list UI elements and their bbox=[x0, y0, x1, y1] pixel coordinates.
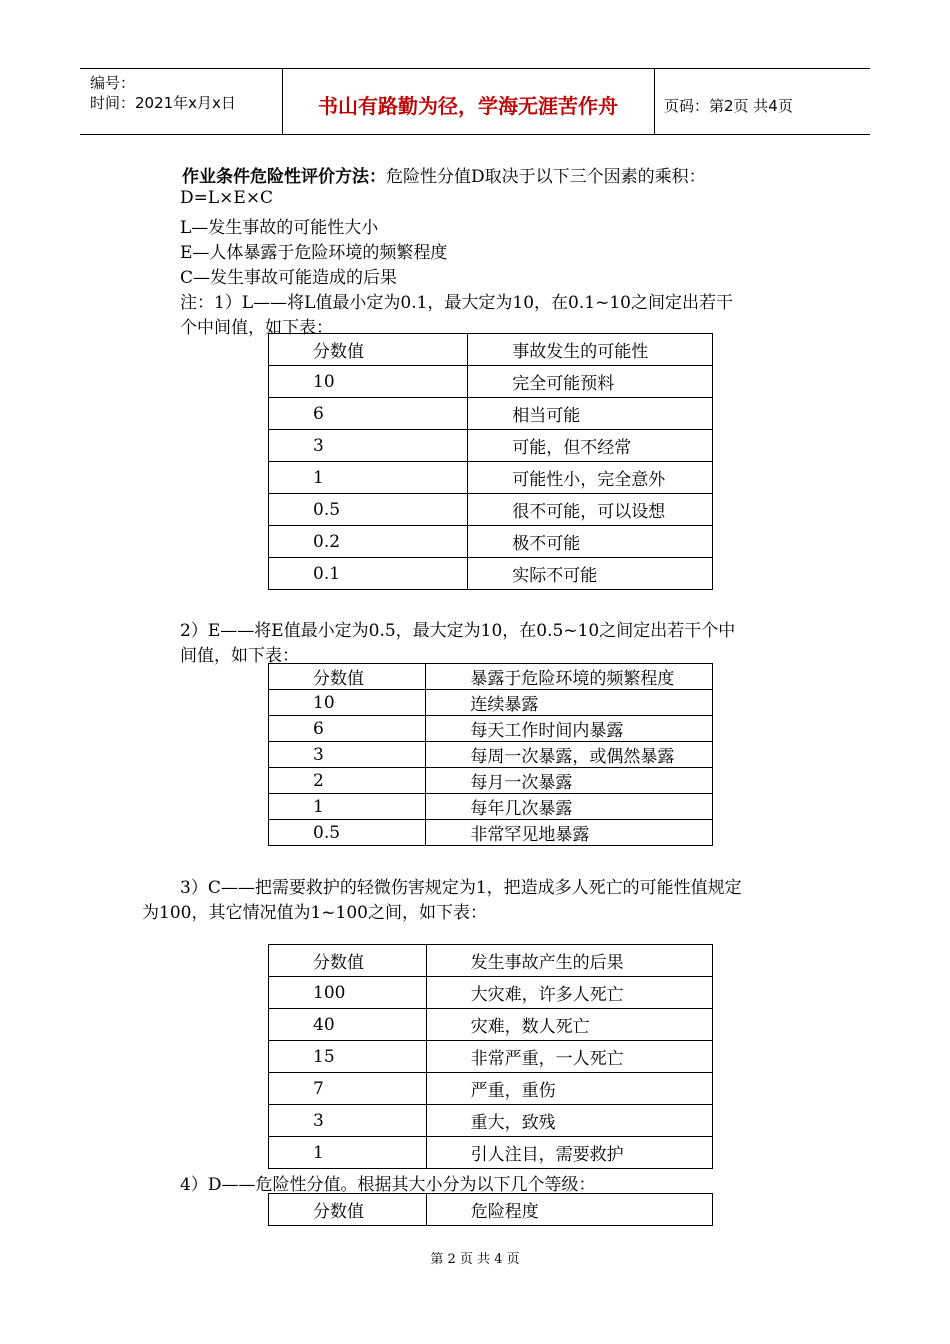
intro-title: 作业条件危险性评价方法： bbox=[182, 167, 386, 187]
table-header-cell: 分数值 bbox=[269, 945, 427, 977]
table-c-consequence bbox=[268, 944, 713, 1169]
table-cell: 重大，致残 bbox=[426, 1105, 712, 1137]
table-row bbox=[269, 558, 713, 590]
table-header-cell: 发生事故产生的后果 bbox=[426, 945, 712, 977]
note4-line: 4）D——危险性分值。根据其大小分为以下几个等级： bbox=[180, 1175, 596, 1195]
note3-line-b: 为100，其它情况值为1~100之间，如下表： bbox=[142, 903, 487, 923]
table-cell: 10 bbox=[269, 366, 468, 398]
table-row bbox=[269, 820, 713, 846]
table-row bbox=[269, 366, 713, 398]
table-cell: 100 bbox=[269, 977, 427, 1009]
table-row bbox=[269, 1009, 713, 1041]
table-cell: 3 bbox=[269, 1105, 427, 1137]
intro-formula: D=L×E×C bbox=[180, 188, 274, 208]
table-cell: 可能性小，完全意外 bbox=[468, 462, 713, 494]
table-row bbox=[269, 1137, 713, 1169]
header-divider-right bbox=[654, 68, 655, 134]
table-row bbox=[269, 690, 713, 716]
note3-line-a: 3）C——把需要救护的轻微伤害规定为1，把造成多人死亡的可能性值规定 bbox=[180, 878, 742, 898]
table-cell: 极不可能 bbox=[468, 526, 713, 558]
table-cell: 相当可能 bbox=[468, 398, 713, 430]
table-row bbox=[269, 430, 713, 462]
note2-line-a: 2）E——将E值最小定为0.5，最大定为10，在0.5~10之间定出若干个中 bbox=[180, 621, 736, 641]
table-d-risk-level bbox=[268, 1193, 713, 1226]
intro-c-definition: C—发生事故可能造成的后果 bbox=[180, 268, 398, 288]
table-cell: 1 bbox=[269, 462, 468, 494]
table-header-cell: 暴露于危险环境的频繁程度 bbox=[426, 664, 713, 690]
table-cell: 1 bbox=[269, 794, 426, 820]
table-cell: 6 bbox=[269, 716, 426, 742]
table-row bbox=[269, 526, 713, 558]
table-cell: 连续暴露 bbox=[426, 690, 713, 716]
header-page-label: 页码：第2页 共4页 bbox=[664, 97, 793, 115]
table-cell: 非常罕见地暴露 bbox=[426, 820, 713, 846]
note2-line-b: 间值，如下表： bbox=[180, 646, 299, 666]
table-row bbox=[269, 768, 713, 794]
table-cell: 灾难，数人死亡 bbox=[426, 1009, 712, 1041]
table-header-cell: 事故发生的可能性 bbox=[468, 334, 713, 366]
table-row bbox=[269, 494, 713, 526]
table-row bbox=[269, 977, 713, 1009]
table-l-likelihood bbox=[268, 333, 713, 590]
table-header-cell: 分数值 bbox=[269, 334, 468, 366]
table-header-cell: 分数值 bbox=[269, 664, 426, 690]
table-row bbox=[269, 945, 713, 977]
table-cell: 15 bbox=[269, 1041, 427, 1073]
table-header-cell: 危险程度 bbox=[426, 1194, 712, 1226]
intro-title-rest: 危险性分值D取决于以下三个因素的乘积： bbox=[386, 167, 706, 187]
table-cell: 可能，但不经常 bbox=[468, 430, 713, 462]
table-cell: 实际不可能 bbox=[468, 558, 713, 590]
table-row bbox=[269, 794, 713, 820]
note1-line-a: 注：1）L——将L值最小定为0.1，最大定为10，在0.1~10之间定出若干 bbox=[180, 293, 733, 313]
header-top-rule bbox=[80, 68, 870, 69]
header-bottom-rule bbox=[80, 134, 870, 135]
table-row bbox=[269, 462, 713, 494]
table-cell: 0.1 bbox=[269, 558, 468, 590]
table-cell: 0.2 bbox=[269, 526, 468, 558]
table-cell: 3 bbox=[269, 742, 426, 768]
header-motto: 书山有路勤为径，学海无涯苦作舟 bbox=[318, 94, 618, 118]
table-cell: 0.5 bbox=[269, 494, 468, 526]
table-cell: 7 bbox=[269, 1073, 427, 1105]
table-e-exposure bbox=[268, 663, 713, 846]
page-footer: 第 2 页 共 4 页 bbox=[430, 1252, 520, 1267]
table-cell: 严重，重伤 bbox=[426, 1073, 712, 1105]
table-cell: 40 bbox=[269, 1009, 427, 1041]
table-row bbox=[269, 1041, 713, 1073]
table-cell: 10 bbox=[269, 690, 426, 716]
table-cell: 每天工作时间内暴露 bbox=[426, 716, 713, 742]
table-cell: 大灾难，许多人死亡 bbox=[426, 977, 712, 1009]
table-cell: 每年几次暴露 bbox=[426, 794, 713, 820]
intro-l-definition: L—发生事故的可能性大小 bbox=[180, 218, 379, 238]
note1-line-b: 个中间值，如下表： bbox=[180, 318, 333, 338]
table-row bbox=[269, 1073, 713, 1105]
header-number-label: 编号： bbox=[90, 74, 136, 92]
header-time-label: 时间：2021年x月x日 bbox=[90, 94, 236, 112]
table-header-cell: 分数值 bbox=[269, 1194, 427, 1226]
table-cell: 引人注目，需要救护 bbox=[426, 1137, 712, 1169]
table-cell: 每周一次暴露，或偶然暴露 bbox=[426, 742, 713, 768]
table-cell: 1 bbox=[269, 1137, 427, 1169]
table-row bbox=[269, 334, 713, 366]
table-row bbox=[269, 398, 713, 430]
table-cell: 3 bbox=[269, 430, 468, 462]
table-row bbox=[269, 664, 713, 690]
table-row bbox=[269, 716, 713, 742]
table-cell: 0.5 bbox=[269, 820, 426, 846]
table-row bbox=[269, 742, 713, 768]
table-cell: 很不可能，可以设想 bbox=[468, 494, 713, 526]
table-cell: 完全可能预料 bbox=[468, 366, 713, 398]
intro-e-definition: E—人体暴露于危险环境的频繁程度 bbox=[180, 243, 448, 263]
table-cell: 2 bbox=[269, 768, 426, 794]
table-row bbox=[269, 1105, 713, 1137]
table-cell: 每月一次暴露 bbox=[426, 768, 713, 794]
table-cell: 非常严重，一人死亡 bbox=[426, 1041, 712, 1073]
table-cell: 6 bbox=[269, 398, 468, 430]
header-divider-left bbox=[282, 68, 283, 134]
intro-title-line bbox=[182, 162, 706, 187]
table-row bbox=[269, 1194, 713, 1226]
